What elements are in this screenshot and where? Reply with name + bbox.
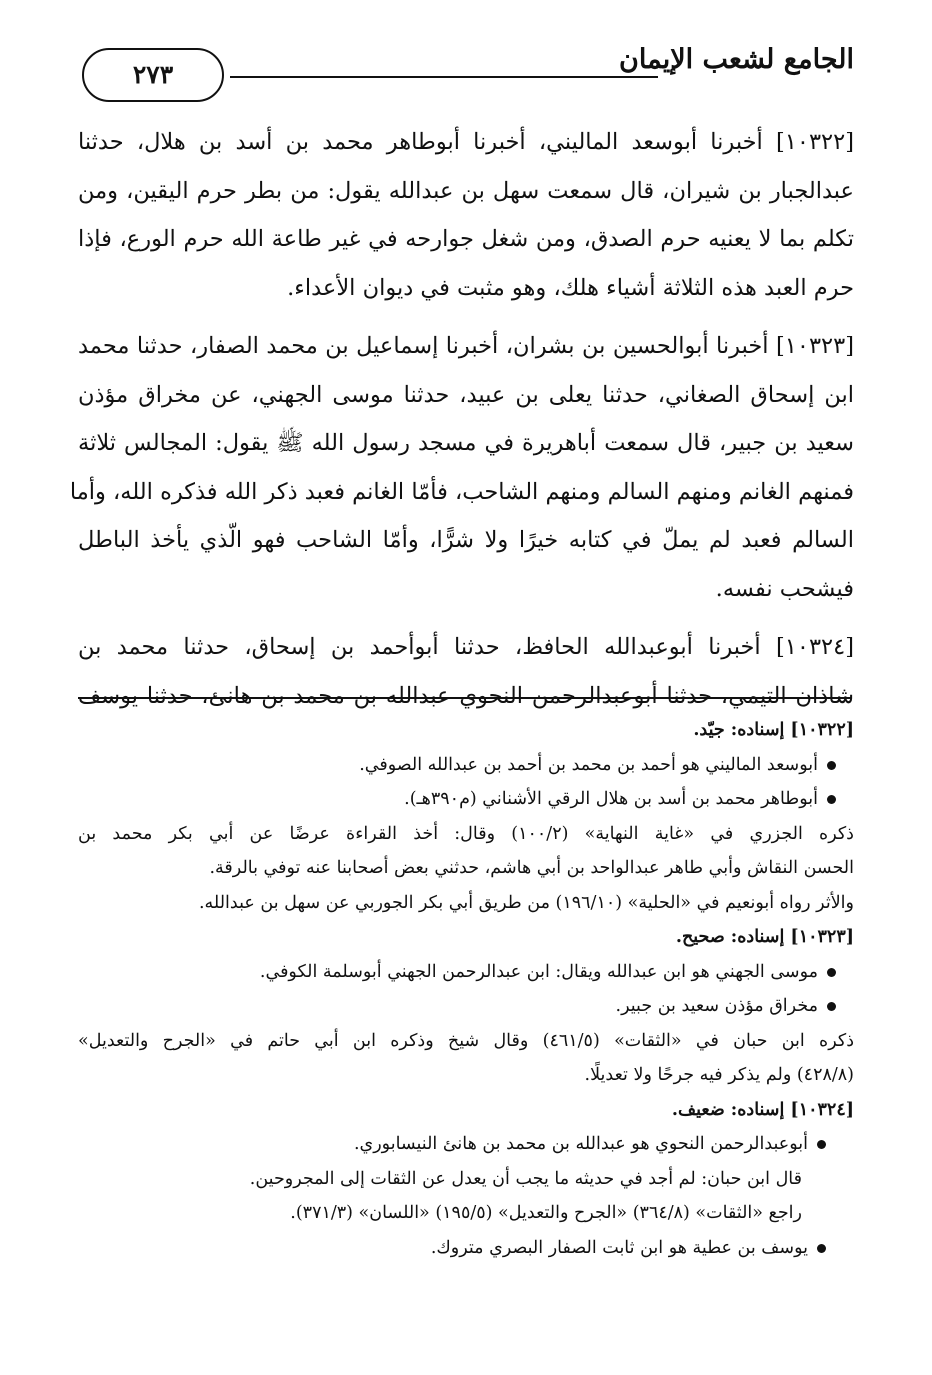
bullet-icon (827, 795, 836, 804)
text-line: ابن إسحاق الصغاني، حدثنا يعلى بن عبيد، حدثنا موسى الجهني، عن مخراق مؤذن (78, 381, 854, 408)
page-number: ٢٧٣ (82, 48, 224, 102)
bullet-icon (827, 761, 836, 770)
hadith-10324 (78, 623, 854, 720)
footnote-bullet-text: أبوسعد الماليني هو أحمد بن محمد بن أحمد بن عبدالله الصوفي. (359, 754, 818, 775)
footnote-heading: [١٠٣٢٣] إسناده: صحيح. (675, 927, 854, 947)
hadith-10322 (78, 118, 854, 312)
bullet-icon (827, 968, 836, 977)
footnote-bullet (78, 1127, 854, 1162)
main-text (69, 118, 854, 730)
footnote-bullet-text: أبوعبدالرحمن النحوي هو عبدالله بن محمد بن هانئ النيسابوري. (353, 1134, 808, 1154)
footnote-heading: [١٠٣٢٤] إسناده: ضعيف. (671, 1099, 854, 1120)
footnote-line: الحسن النقاش وأبي طاهر عبدالواحد بن أبي هاشم، حدثني بعض أصحابنا عنه توفي بالرقة. (209, 858, 854, 878)
text-line: عبدالجبار بن شيران، قال سمعت سهل بن عبدالله يقول: من بطر حرم اليقين، ومن (78, 177, 854, 204)
text-line: فيشحب نفسه. (715, 575, 854, 602)
footnote-bullet (78, 955, 854, 990)
running-title: الجامع لشعب الإيمان (619, 44, 854, 75)
text-line: حرم العبد هذه الثلاثة أشياء هلك، وهو مثبت في ديوان الأعداء. (287, 274, 854, 301)
text-line: [١٠٣٢٣] أخبرنا أبوالحسين بن بشران، أخبرنا إسماعيل بن محمد الصفار، حدثنا محمد (78, 333, 854, 359)
bullet-icon (817, 1244, 826, 1253)
text-line: فمنهم الغانم ومنهم السالم ومنهم الشاحب، فأمّا الغانم فعبد ذكر الله فذكره الله، وأما (69, 478, 854, 505)
text-line: [١٠٣٢٤] أخبرنا أبوعبدالله الحافظ، حدثنا أبوأحمد بن إسحاق، حدثنا محمد بن (78, 634, 854, 660)
footnote-line: (٤٢٨/٨) ولم يذكر فيه جرحًا ولا تعديلًا. (584, 1065, 854, 1085)
footnote-bullet (78, 748, 854, 783)
text-line: تكلم بما لا يعنيه حرم الصدق، ومن شغل جوارحه في غير طاعة الله حرم الورع، فإذا (78, 226, 854, 252)
bullet-icon (827, 1002, 836, 1011)
footnote-bullet-text: أبوطاهر محمد بن أسد بن هلال الرقي الأشناني (م٣٩٠هـ). (404, 789, 818, 809)
footnote-divider (78, 697, 852, 699)
text-line: [١٠٣٢٢] أخبرنا أبوسعد الماليني، أخبرنا أبوطاهر محمد بن أسد بن هلال، حدثنا (78, 129, 854, 155)
header-rule (230, 76, 658, 78)
page-header (78, 38, 854, 108)
footnote-bullet (78, 1231, 854, 1266)
footnotes (78, 713, 854, 1265)
footnote-line: ذكره الجزري في «غاية النهاية» (١٠٠/٢) وقال: أخذ القراءة عرضًا عن أبي بكر محمد بن (78, 823, 854, 844)
text-line: السالم فعبد لم يملّ في كتابه خيرًا ولا شرًّا، وأمّا الشاحب فهو الّذي يأخذ الباطل (78, 527, 854, 553)
footnote-line: راجع «الثقات» (٣٦٤/٨) «الجرح والتعديل» (١٩٥/٥) «اللسان» (٣٧١/٣). (290, 1203, 802, 1223)
footnote-line: قال ابن حبان: لم أجد في حديثه ما يجب أن يعدل عن الثقات إلى المجروحين. (249, 1168, 802, 1189)
bullet-icon (817, 1140, 826, 1149)
footnote-bullet-text: يوسف بن عطية هو ابن ثابت الصفار البصري متروك. (430, 1237, 808, 1258)
footnote-line: والأثر رواه أبونعيم في «الحلية» (١٩٦/١٠) من طريق أبي بكر الجوربي عن سهل بن عبدالله. (198, 892, 854, 913)
hadith-10323 (69, 322, 854, 613)
text-line: شاذان التيمي، حدثنا أبوعبدالرحمن النحوي عبدالله بن محمد بن هانئ، حدثنا يوسف (78, 682, 854, 709)
footnote-bullet (78, 782, 854, 817)
footnote-line: ذكره ابن حبان في «الثقات» (٤٦١/٥) وقال شيخ وذكره ابن أبي حاتم في «الجرح والتعديل» (78, 1030, 855, 1051)
footnote-bullet-text: مخراق مؤذن سعيد بن جبير. (615, 996, 818, 1016)
footnote-bullet-text: موسى الجهني هو ابن عبدالله ويقال: ابن عبدالرحمن الجهني أبوسلمة الكوفي. (259, 961, 818, 982)
footnote-heading: [١٠٣٢٢] إسناده: جيّد. (693, 720, 854, 740)
text-line: سعيد بن جبير، قال سمعت أباهريرة في مسجد رسول الله ﷺ يقول: المجالس ثلاثة (78, 430, 854, 456)
footnote-bullet (78, 989, 854, 1024)
